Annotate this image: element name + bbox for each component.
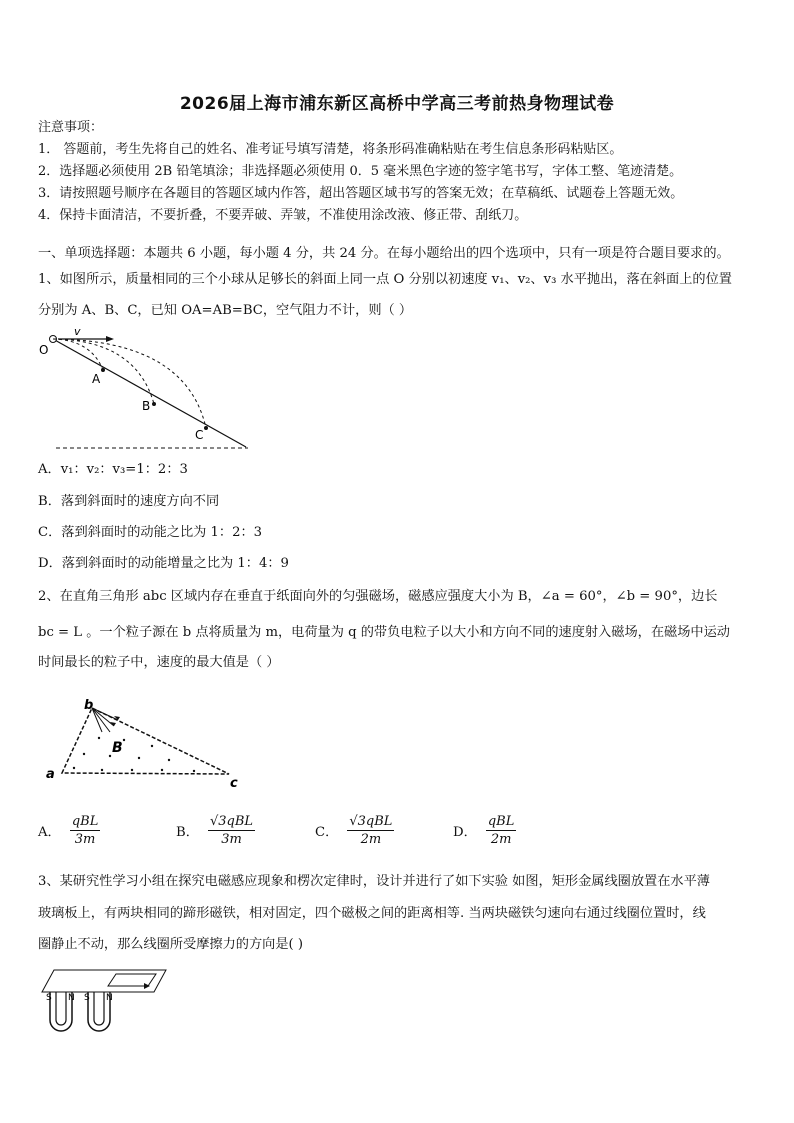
question-1-figure bbox=[36, 324, 256, 452]
pole-label: S bbox=[84, 993, 90, 1003]
question-3-text: 圈静止不动，那么线圈所受摩擦力的方向是( ) bbox=[38, 937, 304, 952]
velocity-label: v bbox=[74, 325, 81, 338]
question-3-text: 玻璃板上，有两块相同的蹄形磁铁，相对固定，四个磁极之间的距离相等. 当两块磁铁匀速向右通过线圈位置时，线 bbox=[38, 906, 706, 921]
notice-item: 1． 答题前，考生先将自己的姓名、准考证号填写清楚，将条形码准确粘贴在考生信息条形码粘贴区。 bbox=[38, 142, 623, 157]
question-1-text: 分别为 A、B、C，已知 OA=AB=BC，空气阻力不计，则（ ） bbox=[38, 303, 413, 318]
q1-option-d: D．落到斜面时的动能增量之比为 1：4：9 bbox=[38, 556, 289, 571]
q2-option-d: D． $\frac{\text{qBL}}{2m}$ bbox=[453, 814, 515, 847]
page-title: 2026届上海市浦东新区高桥中学高三考前热身物理试卷 bbox=[179, 94, 615, 114]
vertex-c-label: c bbox=[230, 776, 238, 790]
point-B-label: B bbox=[142, 399, 151, 413]
notice-item: 4．保持卡面清洁，不要折叠，不要弄破、弄皱，不准使用涂改液、修正带、刮纸刀。 bbox=[38, 208, 528, 223]
pole-label: N bbox=[68, 993, 75, 1003]
q1-option-b: B．落到斜面时的速度方向不同 bbox=[38, 494, 220, 509]
pole-label: S bbox=[46, 993, 52, 1003]
pole-label: N bbox=[106, 993, 113, 1003]
vertex-a-label: a bbox=[46, 767, 55, 782]
section-heading: 一、单项选择题：本题共 6 小题，每小题 4 分，共 24 分。在每小题给出的四个选项中，只有一项是符合题目要求的。 bbox=[38, 246, 730, 261]
question-3-figure bbox=[38, 962, 168, 1042]
notice-item: 3．请按照题号顺序在各题目的答题区域内作答，超出答题区域书写的答案无效；在草稿纸、试题卷上答题无效。 bbox=[38, 186, 684, 201]
question-2-text: 2、在直角三角形 abc 区域内存在垂直于纸面向外的匀强磁场，磁感应强度大小为 B，∠a = 60°，∠b = 90°，边长 bbox=[38, 589, 718, 604]
point-A-label: A bbox=[92, 372, 101, 386]
notice-item: 2．选择题必须使用 2B 铅笔填涂；非选择题必须使用 0．5 毫米黑色字迹的签字笔书写，字体工整、笔迹清楚。 bbox=[38, 164, 683, 179]
point-O-label: O bbox=[39, 343, 49, 357]
question-2-text: bc = L 。一个粒子源在 b 点将质量为 m，电荷量为 q 的带负电粒子以大小和方向不同的速度射入磁场，在磁场中运动 bbox=[38, 625, 730, 640]
question-2-figure bbox=[44, 698, 250, 790]
q2-option-b: B． $\frac{\text{√3qBL}}{3m}$ bbox=[176, 814, 254, 847]
vertex-b-label: b bbox=[84, 698, 94, 713]
q2-option-c: C． $\frac{\text{√3qBL}}{2m}$ bbox=[315, 814, 393, 847]
question-1-text: 1、如图所示，质量相同的三个小球从足够长的斜面上同一点 O 分别以初速度 v₁、v₂、v₃ 水平抛出，落在斜面上的位置 bbox=[38, 272, 732, 287]
field-B-label: B bbox=[112, 740, 123, 756]
q2-option-a: A． $\frac{\text{qBL}}{3m}$ bbox=[38, 814, 99, 847]
notice-heading: 注意事项： bbox=[38, 120, 104, 135]
q1-option-a: A．v₁：v₂：v₃=1：2：3 bbox=[38, 462, 188, 477]
question-2-text: 时间最长的粒子中，速度的最大值是（ ） bbox=[38, 655, 280, 670]
point-C-label: C bbox=[195, 428, 204, 442]
q1-option-c: C．落到斜面时的动能之比为 1：2：3 bbox=[38, 525, 263, 540]
question-3-text: 3、某研究性学习小组在探究电磁感应现象和楞次定律时，设计并进行了如下实验 如图，矩形金属线圈放置在水平薄 bbox=[38, 874, 710, 889]
